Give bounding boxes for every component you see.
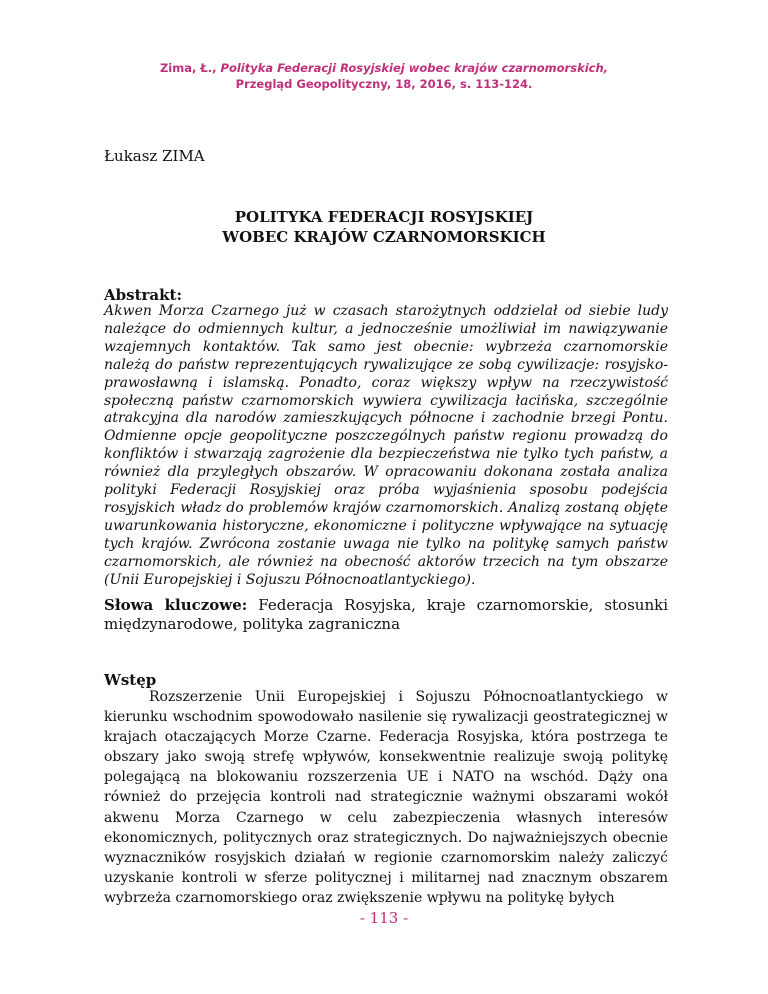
citation-title: Polityka Federacji Rosyjskiej wobec krajów czarnomorskich, xyxy=(220,61,609,75)
citation-header xyxy=(0,60,768,92)
section-heading-intro: Wstęp xyxy=(104,671,157,689)
page-number: - 113 - xyxy=(359,909,409,927)
intro-paragraph: Rozszerzenie Unii Europejskiej i Sojuszu Północnoatlantyckiego w kierunku wschodnim spowodowało nasilenie się rywalizacji geostrategicznej w krajach otaczających Morze Czarne. Federacja Rosyjska, która postrzega te obszary jako swoją strefę wpływów, konsekwentnie realizuje swoją politykę polegającą na blokowaniu rozszerzenia UE i NATO na wschód. Dąży ona również do przejęcia kontroli nad strategicznie ważnymi obszarami wokół akwenu Morza Czarnego w celu zabezpieczenia własnych interesów ekonomicznych, politycznych oraz strategicznych. Do najważniejszych obecnie wyznaczników rosyjskich działań w regionie czarnomorskim należy zaliczyć uzyskanie kontroli w sferze politycznej i militarnej nad znacznym obszarem wybrzeża czarnomorskiego oraz zwiększenie wpływu na politykę byłych xyxy=(104,689,668,906)
keywords-block xyxy=(104,596,668,634)
citation-authors: Zima, Ł., xyxy=(159,61,217,75)
keywords-label: Słowa kluczowe: xyxy=(104,596,248,614)
citation-line-1 xyxy=(0,60,768,76)
paper-title xyxy=(104,207,664,247)
abstract-text: Akwen Morza Czarnego już w czasach starożytnych oddzielał od siebie ludy należące do odmiennych kultur, a jednocześnie umożliwiał im nawiązywanie wzajemnych kontaktów. Tak samo jest obecnie: wybrzeża czarnomorskie należą do państw reprezentujących rywalizujące ze sobą cywilizacje: rosyjsko-prawosławną i islamską. Ponadto, coraz większy wpływ na rzeczywistość społeczną państw czarnomorskich wywiera cywilizacja łacińska, szczególnie atrakcyjna dla narodów zamieszkujących północne i zachodnie brzegi Pontu. Odmienne opcje geopolityczne poszczególnych państw regionu prowadzą do konfliktów i stwarzają zagrożenie dla bezpieczeństwa nie tylko tych państw, a również dla przyległych obszarów. W opracowaniu dokonana została analiza polityki Federacji Rosyjskiej oraz próba wyjaśnienia sposobu podejścia rosyjskich władz do problemów krajów czarnomorskich. Analizą zostaną objęte uwarunkowania historyczne, ekonomiczne i polityczne wpływające na sytuację tych krajów. Zwrócona zostanie uwaga nie tylko na politykę samych państw czarnomorskich, ale również na obecność aktorów trzecich na tym obszarze (Unii Europejskiej i Sojuszu Północnoatlantyckiego). xyxy=(104,303,668,588)
keywords-text: Federacja Rosyjska, kraje czarnomorskie, stosunki międzynarodowe, polityka zagraniczna xyxy=(104,596,668,633)
author-name: Łukasz ZIMA xyxy=(104,147,205,165)
abstract-heading: Abstrakt: xyxy=(104,286,182,304)
citation-source: Przegląd Geopolityczny, 18, 2016, s. 113-124. xyxy=(235,77,533,91)
paper-title-line-1: POLITYKA FEDERACJI ROSYJSKIEJ xyxy=(234,208,534,226)
paper-title-line-2: WOBEC KRAJÓW CZARNOMORSKICH xyxy=(222,228,546,246)
